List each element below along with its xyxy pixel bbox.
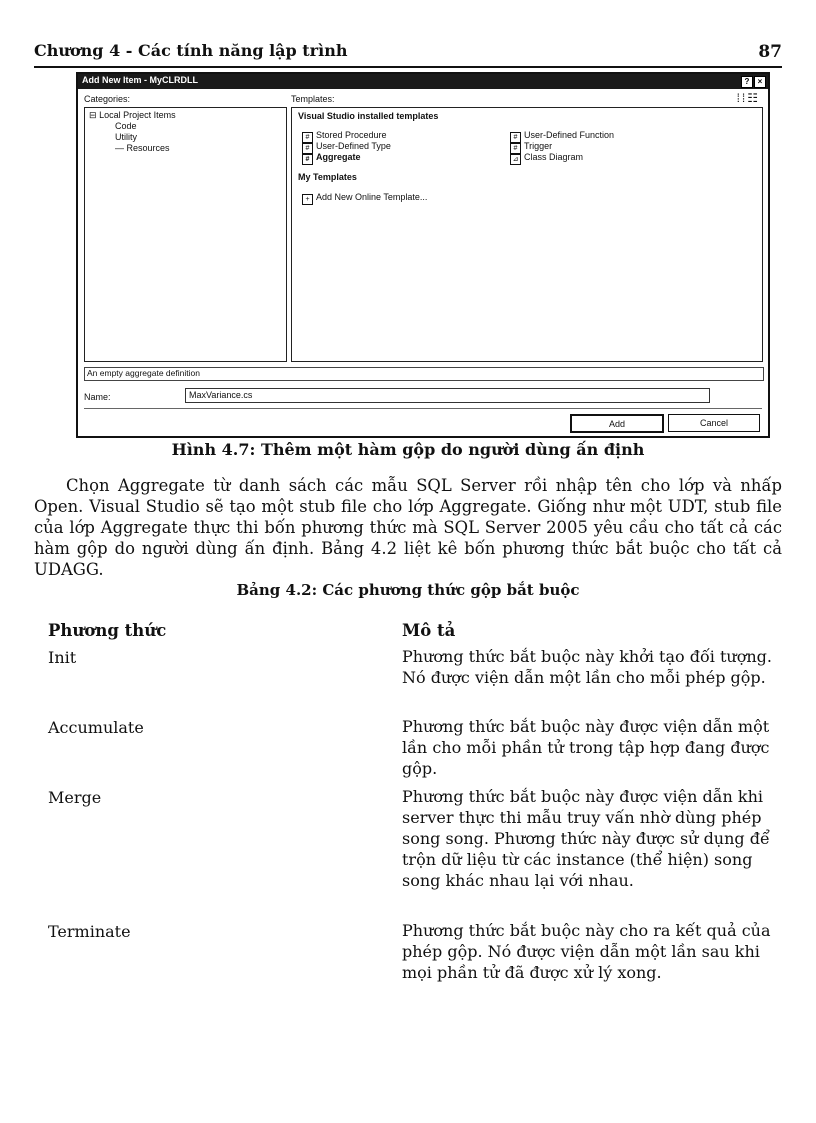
template-user-defined-type[interactable]: # User-Defined Type (302, 141, 391, 154)
name-input[interactable]: MaxVariance.cs (185, 388, 710, 403)
collapse-icon[interactable]: ⊟ (89, 110, 97, 120)
view-toggle (737, 91, 760, 105)
method-name: Accumulate (48, 718, 144, 737)
template-user-defined-function[interactable]: # User-Defined Function (510, 130, 614, 143)
method-name: Merge (48, 788, 102, 807)
method-name: Terminate (48, 922, 131, 941)
tree-root[interactable]: ⊟ Local Project Items (89, 110, 176, 120)
table-header-description: Mô tả (402, 621, 456, 640)
class-diagram-icon: ⊿ (510, 154, 521, 165)
templates-label: Templates: (291, 94, 335, 104)
template-file-icon: # (510, 132, 521, 143)
my-templates-heading: My Templates (298, 172, 357, 182)
figure-caption: Hình 4.7: Thêm một hàm gộp do người dùng ấn định (171, 440, 645, 459)
table-caption: Bảng 4.2: Các phương thức gộp bắt buộc (236, 581, 580, 599)
template-aggregate[interactable]: # Aggregate (302, 152, 361, 165)
categories-tree[interactable] (84, 107, 287, 362)
table-header-method: Phương thức (48, 621, 167, 640)
template-stored-procedure[interactable]: # Stored Procedure (302, 130, 387, 143)
method-description: Phương thức bắt buộc này được viện dẫn một lần cho mỗi phần tử trong tập hợp đang được gộp. (402, 717, 770, 778)
template-class-diagram[interactable]: ⊿ Class Diagram (510, 152, 583, 165)
page-header (34, 40, 782, 68)
template-trigger[interactable]: # Trigger (510, 141, 552, 154)
template-add-online[interactable]: + Add New Online Template... (302, 192, 427, 205)
template-file-icon: # (302, 143, 313, 154)
name-label: Name: (84, 392, 111, 402)
online-template-icon: + (302, 194, 313, 205)
large-icons-view-icon[interactable]: ⁞⁞ (736, 91, 748, 105)
installed-templates-heading: Visual Studio installed templates (298, 111, 439, 121)
template-description: An empty aggregate definition (84, 367, 764, 381)
tree-item-utility[interactable]: Utility (115, 132, 137, 142)
method-name: Init (48, 648, 77, 667)
body-paragraph: Chọn Aggregate từ danh sách các mẫu SQL Server rồi nhập tên cho lớp và nhấp Open. Visual Studio sẽ tạo một stub file cho lớp Aggregate. Giống như một UDT, stub file của lớp Aggregate thực thi bốn phương thức mà SQL Server 2005 yêu cầu cho tất cả các hàm gộp do người dùng ấn định. Bảng 4.2 liệt kê bốn phương thức bắt buộc cho tất cả UDAGG. (34, 476, 782, 579)
chapter-title: Chương 4 - Các tính năng lập trình (34, 41, 348, 60)
dialog-separator (84, 408, 762, 409)
method-description: Phương thức bắt buộc này khởi tạo đối tượng. Nó được viện dẫn một lần cho mỗi phép gộp. (402, 647, 772, 687)
template-file-icon: # (302, 132, 313, 143)
help-button[interactable]: ? (741, 76, 753, 88)
tree-item-resources[interactable]: — Resources (115, 143, 170, 153)
method-description: Phương thức bắt buộc này cho ra kết quả của phép gộp. Nó được viện dẫn một lần sau khi mọi phần tử đã được xử lý xong. (402, 921, 771, 982)
template-file-icon: # (302, 154, 313, 165)
close-button[interactable]: × (754, 76, 766, 88)
add-button[interactable]: Add (570, 414, 664, 433)
method-description: Phương thức bắt buộc này được viện dẫn khi server thực thi mẫu truy vấn nhờ dùng phép song song. Phương thức này được sử dụng để trộn dữ liệu từ các instance (thể hiện) song song khác nhau lại với nhau. (402, 787, 770, 890)
templates-list (291, 107, 763, 362)
dialog-title: Add New Item - MyCLRDLL (82, 75, 198, 85)
tree-item-code[interactable]: Code (115, 121, 137, 131)
add-new-item-dialog (76, 72, 770, 438)
page-number: 87 (758, 42, 782, 62)
list-view-icon[interactable]: ☷ (747, 91, 760, 105)
dialog-titlebar (78, 74, 768, 89)
cancel-button[interactable]: Cancel (668, 414, 760, 432)
categories-label: Categories: (84, 94, 131, 104)
template-file-icon: # (510, 143, 521, 154)
